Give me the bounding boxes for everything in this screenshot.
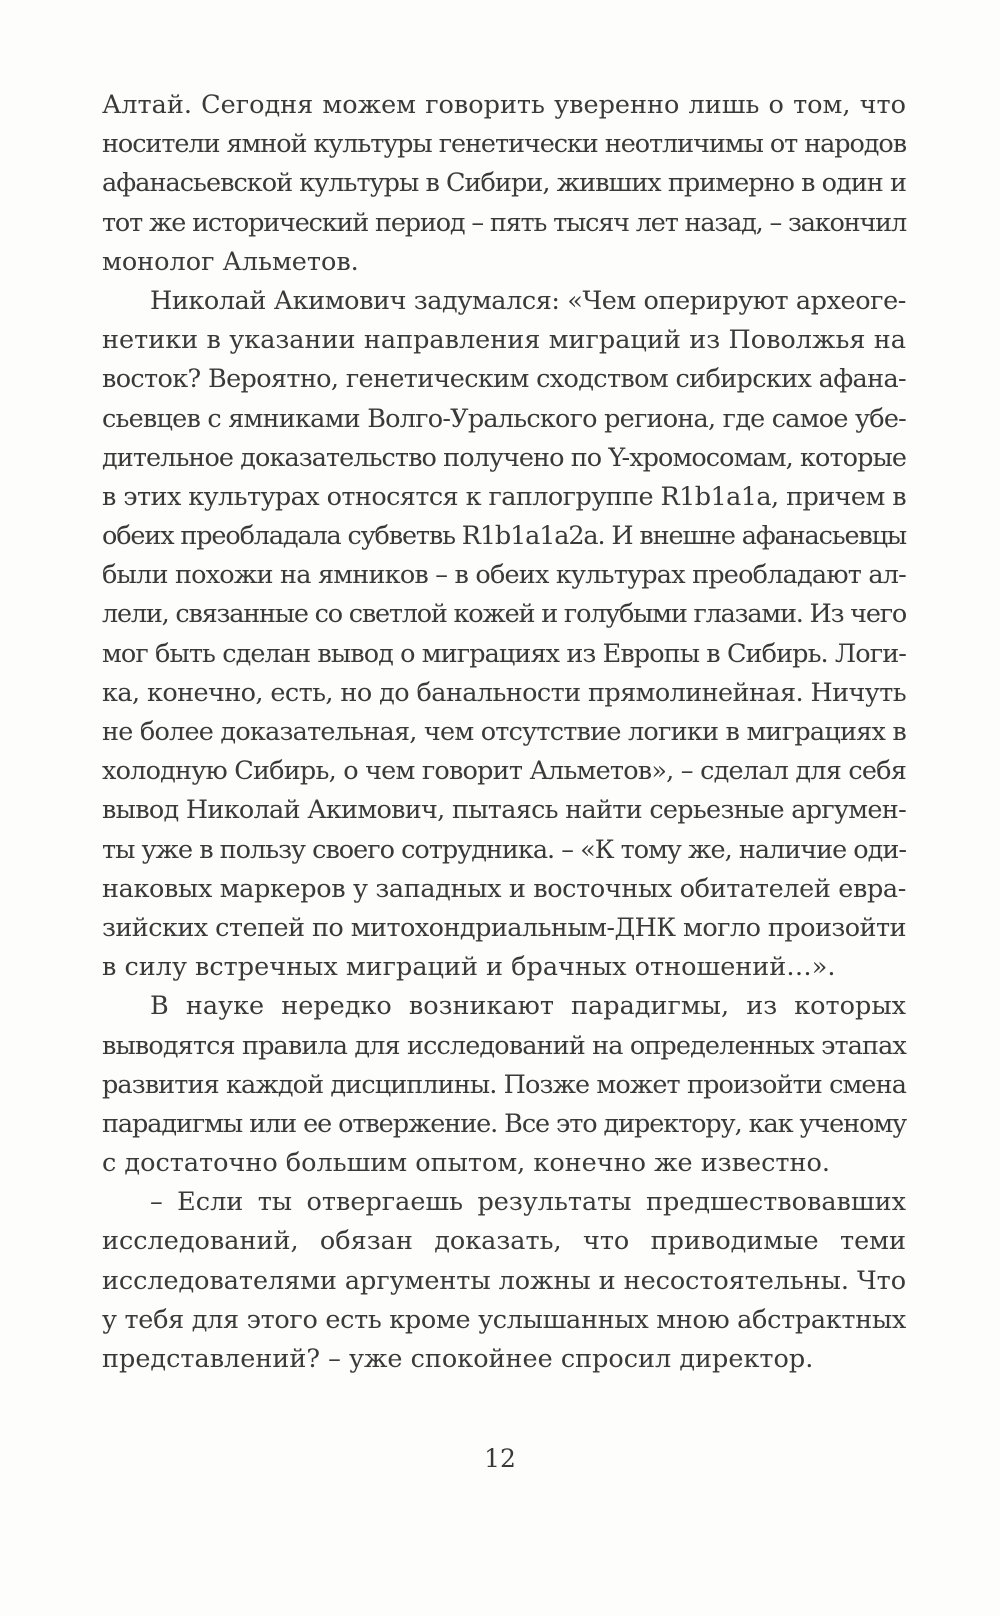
text-line: у тебя для этого есть кроме услышанных мною абстрактных	[102, 1304, 906, 1335]
text-line: в этих культурах относятся к гаплогруппе R1b1a1a, причем в	[102, 481, 906, 512]
paragraph	[102, 1183, 906, 1379]
text-line: представлений? – уже спокойнее спросил директор.	[102, 1344, 814, 1374]
text-line: монолог Альметов.	[102, 246, 359, 277]
text-line: сьевцев с ямниками Волго-Уральского региона, где самое убе-	[102, 403, 906, 434]
text-line: зийских степей по митохондриальным-ДНК могло произойти	[102, 912, 906, 943]
text-line: ка, конечно, есть, но до банальности прямолинейная. Ничуть	[102, 677, 906, 708]
text-line: с достаточно большим опытом, конечно же известно.	[102, 1148, 830, 1179]
paragraph	[102, 282, 906, 987]
page-number: 12	[484, 1444, 516, 1473]
text-line: тот же исторический период – пять тысяч лет назад, – закончил	[102, 207, 906, 238]
text-line: развития каждой дисциплины. Позже может произойти смена	[102, 1069, 906, 1100]
text-line: нетики в указании направления миграций из Поволжья на	[102, 325, 906, 356]
text-line: исследователями аргументы ложны и несостоятельны. Что	[102, 1265, 906, 1296]
text-line: восток? Вероятно, генетическим сходством сибирских афана-	[102, 364, 906, 395]
text-line: обеих преобладала субветвь R1b1a1a2a. И внешне афанасьевцы	[102, 521, 906, 552]
text-line: Алтай. Сегодня можем говорить уверенно лишь о том, что	[102, 90, 906, 120]
paragraph	[102, 987, 906, 1183]
text-line: дительное доказательство получено по Y-хромосомам, которые	[102, 442, 906, 473]
text-line: носители ямной культуры генетически неотличимы от народов	[102, 129, 906, 160]
text-line: в силу встречных миграций и брачных отношений…».	[102, 952, 836, 983]
text-line: исследований, обязан доказать, что приводимые теми	[102, 1226, 906, 1257]
text-line: – Если ты отвергаешь результаты предшествовавших	[150, 1187, 906, 1218]
text-line: были похожи на ямников – в обеих культурах преобладают ал-	[102, 560, 906, 591]
text-line: холодную Сибирь, о чем говорит Альметов», – сделал для себя	[102, 756, 906, 787]
text-line: вывод Николай Акимович, пытаясь найти серьезные аргумен-	[102, 795, 906, 826]
text-line: В науке нередко возникают парадигмы, из которых	[150, 991, 906, 1022]
text-line: ты уже в пользу своего сотрудника. – «К тому же, наличие оди-	[102, 834, 906, 865]
text-line: наковых маркеров у западных и восточных обитателей евра-	[102, 873, 906, 904]
text-line: выводятся правила для исследований на определенных этапах	[102, 1030, 906, 1061]
text-line: парадигмы или ее отвержение. Все это директору, как ученому	[102, 1108, 906, 1139]
text-line: Николай Акимович задумался: «Чем оперируют археоге-	[150, 285, 906, 316]
text-line: не более доказательная, чем отсутствие логики в миграциях в	[102, 717, 907, 747]
text-line: афанасьевской культуры в Сибири, живших примерно в один и	[102, 168, 906, 199]
text-line: мог быть сделан вывод о миграциях из Европы в Сибирь. Логи-	[102, 638, 906, 669]
body-text	[102, 86, 906, 1379]
paragraph	[102, 86, 906, 282]
text-line: лели, связанные со светлой кожей и голубыми глазами. Из чего	[102, 599, 906, 630]
